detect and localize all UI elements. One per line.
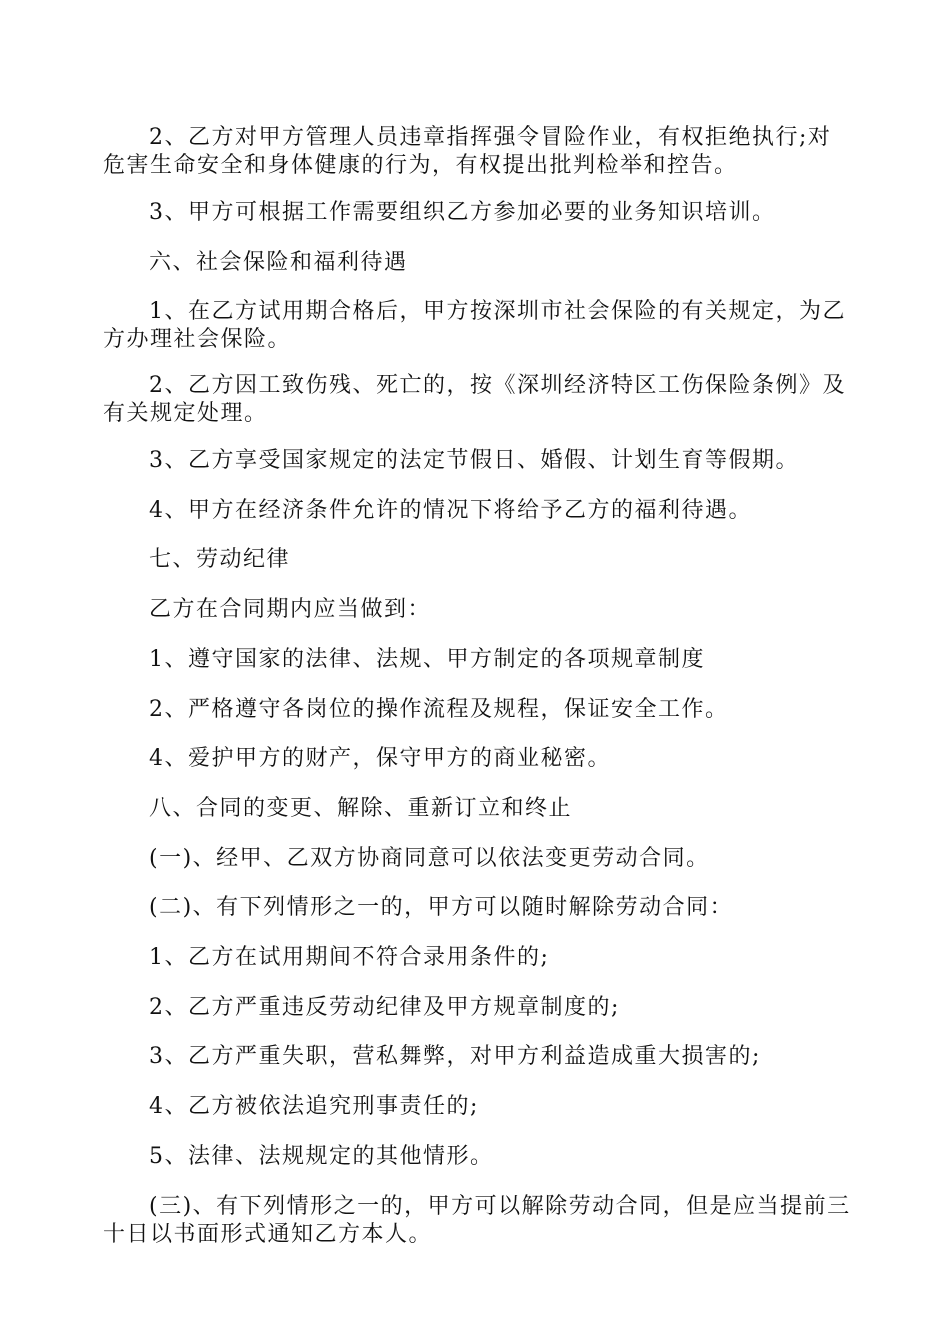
section-heading-7: 七、劳动纪律 <box>149 547 291 572</box>
paragraph-clause-6-1: 1、在乙方试用期合格后，甲方按深圳市社会保险的有关规定，为乙方办理社会保险。 <box>103 299 846 352</box>
paragraph-clause-5-2: 2、乙方对甲方管理人员违章指挥强令冒险作业，有权拒绝执行;对危害生命安全和身体健康的行为，有权提出批判检举和控告。 <box>103 125 832 178</box>
paragraph-clause-8-c: (三)、有下列情形之一的，甲方可以解除劳动合同，但是应当提前三十日以书面形式通知乙方本人。 <box>103 1194 851 1247</box>
section-heading-8: 八、合同的变更、解除、重新订立和终止 <box>149 796 573 821</box>
paragraph-clause-8-a: (一)、经甲、乙双方协商同意可以依法变更劳动合同。 <box>149 846 710 871</box>
paragraph-clause-8-b-1: 1、乙方在试用期间不符合录用条件的; <box>149 945 550 970</box>
paragraph-clause-8-b-2: 2、乙方严重违反劳动纪律及甲方规章制度的; <box>149 995 620 1020</box>
paragraph-clause-8-b-5: 5、法律、法规规定的其他情形。 <box>149 1144 494 1169</box>
section-heading-6: 六、社会保险和福利待遇 <box>149 250 408 275</box>
paragraph-clause-8-b: (二)、有下列情形之一的，甲方可以随时解除劳动合同： <box>149 895 734 920</box>
paragraph-clause-8-b-4: 4、乙方被依法追究刑事责任的; <box>149 1094 479 1119</box>
paragraph-clause-7-4: 4、爱护甲方的财产，保守甲方的商业秘密。 <box>149 746 611 771</box>
paragraph-clause-7-intro: 乙方在合同期内应当做到： <box>149 597 432 622</box>
paragraph-clause-6-4: 4、甲方在经济条件允许的情况下将给予乙方的福利待遇。 <box>149 498 752 523</box>
paragraph-clause-5-3: 3、甲方可根据工作需要组织乙方参加必要的业务知识培训。 <box>149 200 776 225</box>
paragraph-clause-7-2: 2、严格遵守各岗位的操作流程及规程，保证安全工作。 <box>149 697 729 722</box>
paragraph-clause-8-b-3: 3、乙方严重失职，营私舞弊，对甲方利益造成重大损害的; <box>149 1044 761 1069</box>
paragraph-clause-7-1: 1、遵守国家的法律、法规、甲方制定的各项规章制度 <box>149 647 705 672</box>
paragraph-clause-6-3: 3、乙方享受国家规定的法定节假日、婚假、计划生育等假期。 <box>149 448 799 473</box>
paragraph-clause-6-2: 2、乙方因工致伤残、死亡的，按《深圳经济特区工伤保险条例》及有关规定处理。 <box>103 373 846 426</box>
